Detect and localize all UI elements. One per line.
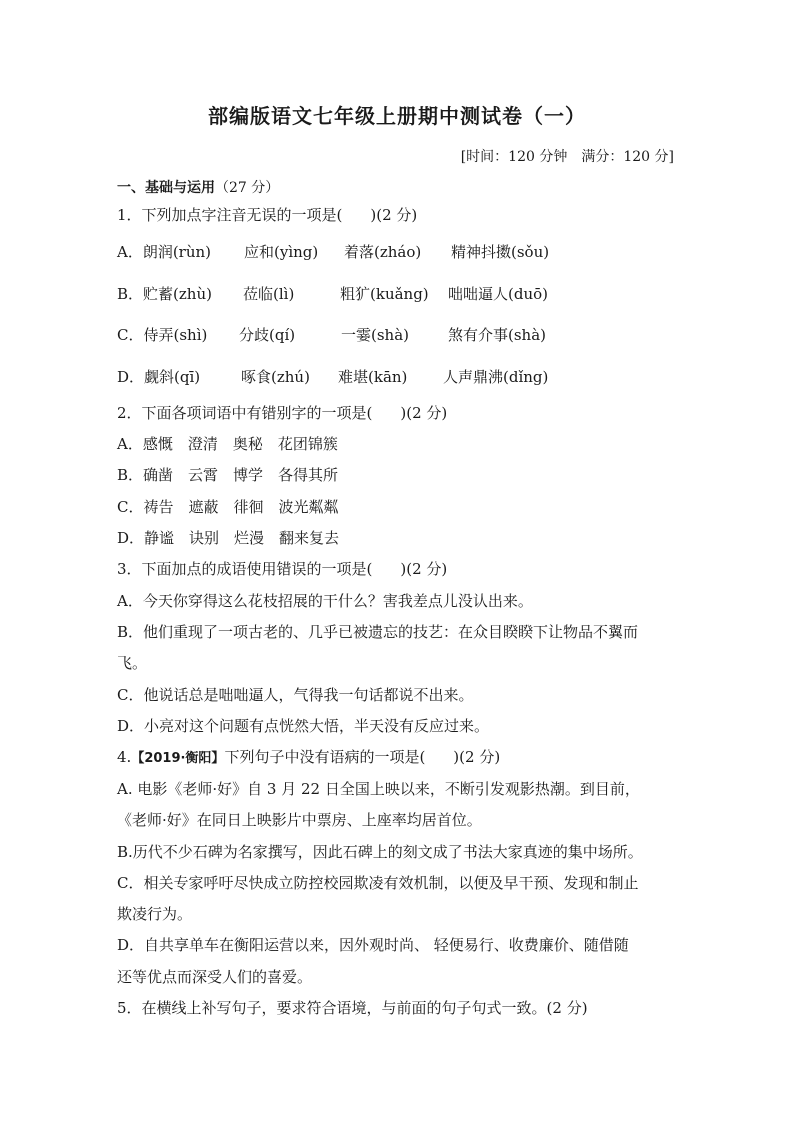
q4-option-c-line-2: 欺凌行为。: [117, 905, 193, 923]
q4-option-a-line-1: A. 电影《老师·好》自 3 月 22 日全国上映以来，不断引发观影热潮。到目前，: [117, 780, 640, 798]
q3-stem: [117, 558, 687, 580]
q1-option-b-item-2: 莅临(lì): [243, 285, 295, 303]
q1-option-b-item-1: B．贮蓄(zhù): [117, 285, 212, 303]
q1-option-c-item-1: C．侍弄(shì): [117, 326, 208, 344]
q1-stem: [117, 204, 687, 226]
q3-option-b-line-2: 飞。: [117, 654, 148, 672]
section-points: （27 分）: [215, 180, 280, 196]
q3-stem-text: 3．下面加点的成语使用错误的一项是(: [117, 560, 373, 578]
q1-option-c-item-2: 分歧(qí): [239, 326, 296, 344]
q4-stem: [117, 746, 687, 770]
section-label: 一、基础与运用: [117, 180, 215, 196]
q2-option-c: C．祷告 遮蔽 徘徊 波光粼粼: [117, 498, 339, 516]
q4-option-a-line-2: 《老师·好》在同日上映影片中票房、上座率均居首位。: [117, 811, 482, 829]
q4-stem-points: )(2 分): [453, 748, 501, 766]
q4-source-tag: 【2019·衡阳】: [131, 751, 225, 766]
q3-stem-points: )(2 分): [400, 560, 448, 578]
q5-stem: 5．在横线上补写句子，要求符合语境，与前面的句子句式一致。(2 分): [117, 999, 588, 1017]
q1-option-d-item-1: D．觑斜(qī): [117, 368, 201, 386]
q1-option-a-item-3: 着落(zháo): [344, 243, 422, 261]
q1-option-a: [117, 241, 687, 263]
q4-option-b: B.历代不少石碑为名家撰写，因此石碑上的刻文成了书法大家真迹的集中场所。: [117, 843, 643, 861]
section-heading: [117, 177, 279, 197]
q1-option-d-item-4: 人声鼎沸(dǐng): [443, 368, 549, 386]
q1-option-c-item-4: 煞有介事(shà): [448, 326, 547, 344]
q1-option-d: [117, 366, 687, 388]
q1-option-b-item-4: 咄咄逼人(duō): [448, 285, 548, 303]
q4-number: 4.: [117, 748, 132, 766]
q3-option-d: D．小亮对这个问题有点恍然大悟，半天没有反应过来。: [117, 717, 490, 735]
page-title: 部编版语文七年级上册期中测试卷（一）: [208, 104, 586, 128]
q1-option-b: [117, 283, 687, 305]
q3-option-c: C．他说话总是咄咄逼人，气得我一句话都说不出来。: [117, 686, 474, 704]
q1-option-a-item-2: 应和(yìng): [244, 243, 319, 261]
q2-option-b: B．确凿 云霄 博学 各得其所: [117, 466, 339, 484]
q2-stem-points: )(2 分): [400, 404, 448, 422]
q4-stem-text: 下列句子中没有语病的一项是(: [224, 748, 426, 766]
q1-option-a-item-4: 精神抖擞(sǒu): [451, 243, 550, 261]
q4-option-c-line-1: C．相关专家呼吁尽快成立防控校园欺凌有效机制，以便及早干预、发现和制止: [117, 874, 639, 892]
q3-option-a: A．今天你穿得这么花枝招展的干什么？害我差点儿没认出来。: [117, 592, 533, 610]
q2-option-d: D．静谧 诀别 烂漫 翻来复去: [117, 529, 340, 547]
q2-option-a: A．感慨 澄清 奥秘 花团锦簇: [117, 435, 338, 453]
q1-option-d-item-2: 啄食(zhú): [241, 368, 310, 386]
q2-stem: [117, 402, 687, 424]
q1-option-c-item-3: 一霎(shà): [341, 326, 410, 344]
q1-stem-text: 1．下列加点字注音无误的一项是(: [117, 206, 343, 224]
q1-option-b-item-3: 粗犷(kuǎng): [340, 285, 429, 303]
q1-option-d-item-3: 难堪(kān): [338, 368, 408, 386]
q1-stem-points: )(2 分): [370, 206, 418, 224]
q4-option-d-line-1: D．自共享单车在衡阳运营以来，因外观时尚、 轻便易行、收费廉价、随借随: [117, 936, 629, 954]
q2-stem-text: 2．下面各项词语中有错别字的一项是(: [117, 404, 373, 422]
time-info: [时间：120 分钟 满分：120 分]: [460, 149, 674, 165]
q1-option-a-item-1: A．朗润(rùn): [117, 243, 212, 261]
q3-option-b-line-1: B．他们重现了一项古老的、几乎已被遗忘的技艺：在众目睽睽下让物品不翼而: [117, 623, 639, 641]
q1-option-c: [117, 324, 687, 346]
q4-option-d-line-2: 还等优点而深受人们的喜爱。: [117, 968, 313, 986]
